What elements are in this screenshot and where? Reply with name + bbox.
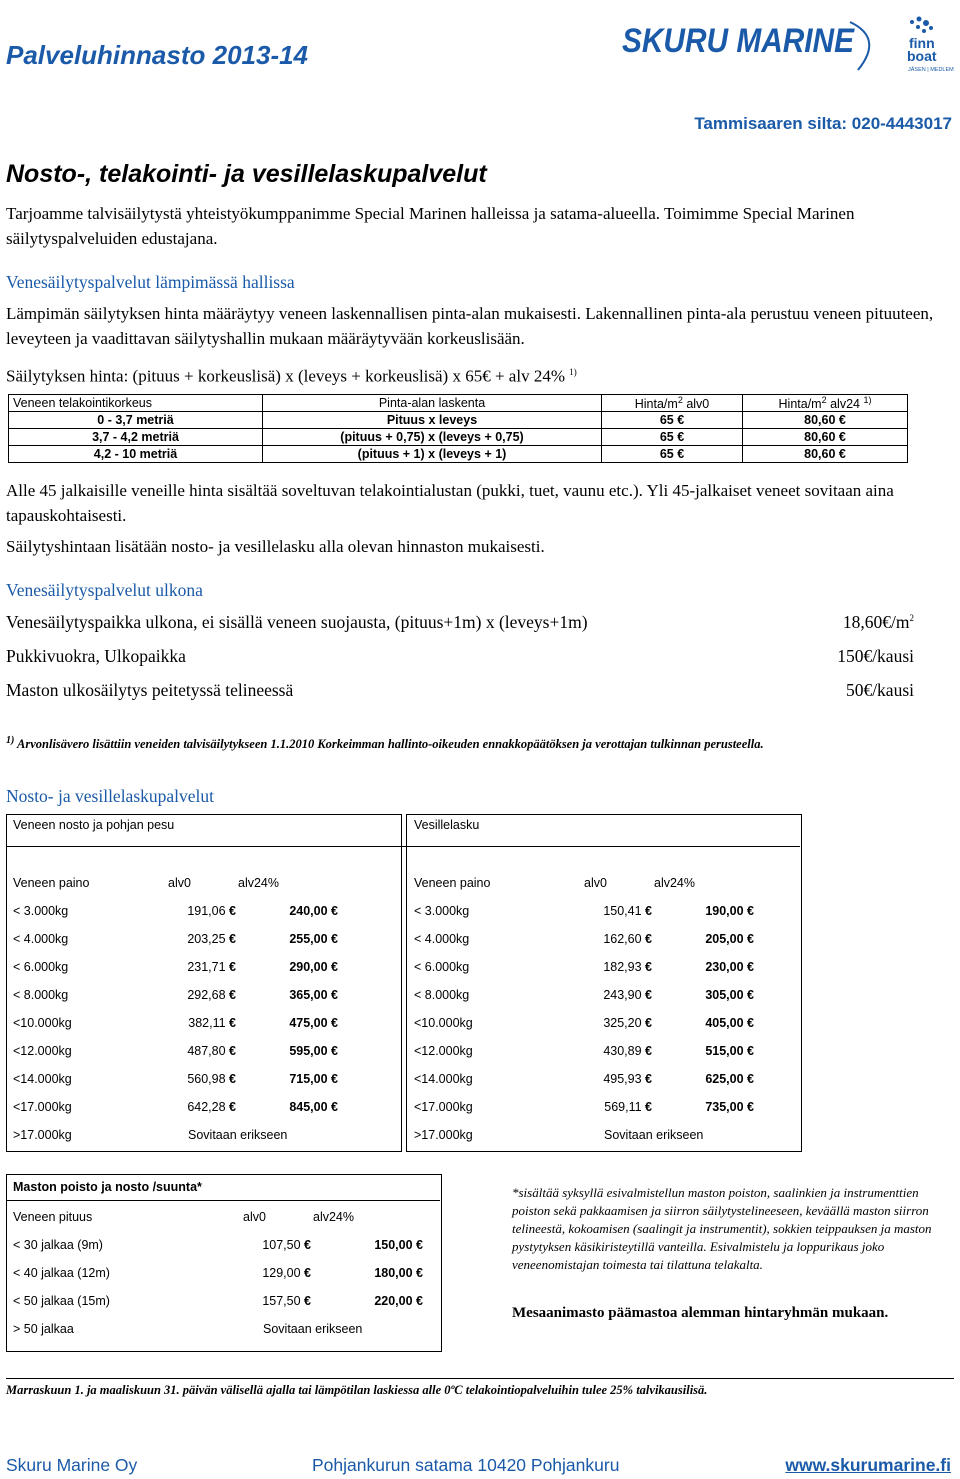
- outdoor-price: $18,60€/m^2$: [842, 612, 914, 632]
- table-row: [13, 1037, 338, 1065]
- table-row: [414, 1093, 754, 1121]
- formula-text: Säilytyksen hinta: (pituus + korkeuslisä) x (leveys + korkeuslisä) x 65€ + alv 24%: [6, 366, 565, 386]
- footnote: [6, 735, 764, 752]
- cell-alv0: 243,90 €: [603, 988, 652, 1002]
- table-row: [414, 1009, 754, 1037]
- cell-height: 3,7 - 4,2 metriä: [9, 429, 263, 446]
- cell-label: >17.000kg: [414, 1128, 473, 1142]
- cell-alv0: 157,50 €: [262, 1294, 311, 1308]
- cell-alv0: 430,89 €: [603, 1044, 652, 1058]
- cell-alv0: 495,93 €: [603, 1072, 652, 1086]
- outdoor-label: Pukkivuokra, Ulkopaikka: [6, 646, 186, 666]
- divider: [6, 1378, 954, 1379]
- divider: [6, 1200, 440, 1201]
- outdoor-price: 150€/kausi: [837, 646, 914, 666]
- cell-alv24: 240,00 €: [289, 904, 338, 918]
- warm-text-3: Säilytyshintaan lisätään nosto- ja vesillelasku alla olevan hinnaston mukaisesti.: [6, 537, 545, 556]
- table-row: [13, 1259, 423, 1287]
- cell-alv24: 845,00 €: [289, 1100, 338, 1114]
- table-row: [414, 925, 754, 953]
- cell-alv24: 625,00 €: [705, 1072, 754, 1086]
- cell-label: < 50 jalkaa (15m): [13, 1294, 110, 1308]
- col-alv24: Hinta/$m^2$ alv24 $^{1)}$: [743, 395, 908, 412]
- cell-label: <14.000kg: [13, 1072, 72, 1086]
- cell-alv24: 715,00 €: [289, 1072, 338, 1086]
- website-link[interactable]: www.skurumarine.fi: [785, 1455, 951, 1475]
- cell-alv24: 290,00 €: [289, 960, 338, 974]
- cell-label: >17.000kg: [13, 1128, 72, 1142]
- outdoor-item: [6, 646, 914, 672]
- outdoor-item: [6, 680, 914, 706]
- finnboat-line2: boat: [907, 48, 937, 64]
- cell-alv24: 80,60 €: [743, 412, 908, 429]
- cell-alv0: 191,06 €: [187, 904, 236, 918]
- col-height: Veneen telakointikorkeus: [9, 395, 263, 412]
- cell-alv24: 190,00 €: [705, 904, 754, 918]
- footnote-text: Arvonlisävero lisättiin veneiden talvisäilytykseen 1.1.2010 Korkeimman hallinto-oikeuden ennakkopäätöksen ja verottajan tulkinnan perusteella.: [17, 737, 764, 752]
- cell-calc: Pituus x leveys: [263, 412, 602, 429]
- brand-logo: [622, 14, 954, 74]
- table-row: [13, 1231, 423, 1259]
- cell-alv0: 569,11 €: [604, 1100, 652, 1114]
- table-header-row: [13, 1203, 423, 1231]
- outdoor-label: Venesäilytyspaikka ulkona, ei sisällä veneen suojausta, (pituus+1m) x (leveys+1m): [6, 612, 588, 632]
- cell-alv0: 382,11 €: [188, 1016, 236, 1030]
- cell-alv24: 80,60 €: [743, 429, 908, 446]
- table-row: [414, 1121, 754, 1149]
- cell-alv24: 205,00 €: [705, 932, 754, 946]
- cell-alv0: 129,00 €: [262, 1266, 311, 1280]
- col-header: alv24%: [654, 876, 695, 890]
- table-row: [9, 446, 908, 463]
- lift-left-table: [13, 869, 338, 1149]
- col-header: alv24%: [238, 876, 279, 890]
- cell-label: < 3.000kg: [13, 904, 69, 918]
- table-row: [414, 897, 754, 925]
- table-row: [414, 981, 754, 1009]
- col-header: Veneen pituus: [13, 1210, 93, 1224]
- cell-label: <14.000kg: [414, 1072, 473, 1086]
- cell-label: <10.000kg: [414, 1016, 473, 1030]
- cell-alv24: 150,00 €: [374, 1238, 423, 1252]
- cell-alv24: 735,00 €: [705, 1100, 754, 1114]
- cell-alv0: 231,71 €: [187, 960, 236, 974]
- cell-alv24: 230,00 €: [705, 960, 754, 974]
- cell-label: <17.000kg: [13, 1100, 72, 1114]
- cell-alv24: 255,00 €: [289, 932, 338, 946]
- cell-height: 4,2 - 10 metriä: [9, 446, 263, 463]
- col-header: alv0: [584, 876, 607, 890]
- cell-calc: (pituus + 0,75) x (leveys + 0,75): [263, 429, 602, 446]
- cell-alv24: 80,60 €: [743, 446, 908, 463]
- cell-label: < 8.000kg: [13, 988, 69, 1002]
- lift-right-table: [414, 869, 754, 1149]
- intro-text: Tarjoamme talvisäilytystä yhteistyökumppanimme Special Marinen halleissa ja satama-alueella. Toimimme Special Marinen säilytyspalveluiden edustajana.: [6, 204, 855, 248]
- page-title: Palveluhinnasto 2013-14: [6, 40, 309, 70]
- cell-alv24: 595,00 €: [289, 1044, 338, 1058]
- cell-label: <12.000kg: [13, 1044, 72, 1058]
- cell-alv24: 365,00 €: [289, 988, 338, 1002]
- cell-alv0: 642,28 €: [187, 1100, 236, 1114]
- table-row: [9, 429, 908, 446]
- col-calc: Pinta-alan laskenta: [263, 395, 602, 412]
- cell-alv0: 325,20 €: [603, 1016, 652, 1030]
- main-heading: Nosto-, telakointi- ja vesillelaskupalvelut: [6, 160, 487, 188]
- divider: [6, 846, 800, 847]
- cell-label: < 30 jalkaa (9m): [13, 1238, 103, 1252]
- cell-alv0: 162,60 €: [603, 932, 652, 946]
- skuru-marine-logo-icon: [622, 14, 954, 74]
- table-header-row: [414, 869, 754, 897]
- table-row: [13, 1287, 423, 1315]
- cell-label: < 40 jalkaa (12m): [13, 1266, 110, 1280]
- table-row: [414, 1037, 754, 1065]
- phone-number: Tammisaaren silta: 020-4443017: [694, 114, 952, 133]
- mast-title: Maston poisto ja nosto /suunta*: [13, 1180, 202, 1194]
- cell-separate: Sovitaan erikseen: [263, 1322, 363, 1336]
- footnote-mark: 1): [6, 735, 15, 746]
- cell-calc: (pituus + 1) x (leveys + 1): [263, 446, 602, 463]
- cell-alv0: 560,98 €: [187, 1072, 236, 1086]
- table-header-row: [13, 869, 338, 897]
- cell-alv24: 305,00 €: [705, 988, 754, 1002]
- col-alv0: Hinta/$m^2$ alv0: [602, 395, 743, 412]
- footer-address: Pohjankurun satama 10420 Pohjankuru: [312, 1455, 620, 1475]
- mast-note: *sisältää syksyllä esivalmistellun maston poiston, saalinkien ja instrumenttien poiston sekä pakkaamisen ja siirron säilytystelineeseen, keväällä maston siirron telineestä, kokoamisen (saalingit ja instrumentit), sokkien teippauksen ja maston pystytyksen käsikiristeytillä vanteilla. Esivalmistelu ja loppurikaus joko veneenomistajan toimesta tai tilattuna telakalta.: [512, 1185, 932, 1272]
- outdoor-price: 50€/kausi: [845, 680, 914, 700]
- outdoor-label: Maston ulkosäilytys peitetyssä telineessä: [6, 680, 294, 700]
- brand-text: SKURU MARINE: [622, 22, 856, 60]
- outdoor-heading: Venesäilytyspalvelut ulkona: [6, 580, 203, 600]
- col-header: alv24%: [313, 1210, 354, 1224]
- cell-label: < 8.000kg: [414, 988, 470, 1002]
- footer-company: Skuru Marine Oy: [6, 1455, 138, 1475]
- table-row: [13, 1093, 338, 1121]
- table-row: [13, 1315, 423, 1343]
- lift-heading: Nosto- ja vesillelaskupalvelut: [6, 786, 215, 806]
- table-header-row: [9, 395, 908, 412]
- table-row: [13, 1121, 338, 1149]
- cell-alv0: 203,25 €: [187, 932, 236, 946]
- formula: [6, 360, 946, 389]
- cell-alv24: 475,00 €: [289, 1016, 338, 1030]
- cell-height: 0 - 3,7 metriä: [9, 412, 263, 429]
- cell-separate: Sovitaan erikseen: [188, 1128, 288, 1142]
- formula-sup: 1): [569, 367, 577, 377]
- table-row: [13, 953, 338, 981]
- col-header: Veneen paino: [414, 876, 491, 890]
- col-header: alv0: [243, 1210, 266, 1224]
- cell-label: < 4.000kg: [414, 932, 470, 946]
- outdoor-item: [6, 612, 914, 638]
- warm-heading: Venesäilytyspalvelut lämpimässä hallissa: [6, 272, 295, 292]
- cell-separate: Sovitaan erikseen: [604, 1128, 704, 1142]
- table-row: [13, 1009, 338, 1037]
- finnboat-line1: finn: [909, 35, 935, 51]
- table-row: [414, 953, 754, 981]
- table-row: [414, 1065, 754, 1093]
- cell-alv0: 65 €: [602, 429, 743, 446]
- cell-alv0: 487,80 €: [187, 1044, 236, 1058]
- cell-label: <12.000kg: [414, 1044, 473, 1058]
- finnboat-member: JÄSEN | MEDLEM: [908, 67, 954, 73]
- cell-label: > 50 jalkaa: [13, 1322, 74, 1336]
- cell-alv0: 65 €: [602, 412, 743, 429]
- cell-alv24: 405,00 €: [705, 1016, 754, 1030]
- cell-alv0: 150,41 €: [603, 904, 652, 918]
- cell-alv0: 182,93 €: [603, 960, 652, 974]
- cell-alv0: 65 €: [602, 446, 743, 463]
- warm-text: Lämpimän säilytyksen hinta määräytyy veneen laskennallisen pinta-alan mukaisesti. Lakennallinen pinta-ala perustuu veneen pituuteen, leveyteen ja vaadittavan säilytyshallin mukaan määräytyvään korkeuslisään.: [6, 304, 934, 348]
- lift-right-title: Vesillelasku: [414, 818, 480, 832]
- table-row: [13, 981, 338, 1009]
- table-row: [13, 897, 338, 925]
- table-row: [13, 925, 338, 953]
- cell-alv24: 220,00 €: [374, 1294, 423, 1308]
- lift-left-title: Veneen nosto ja pohjan pesu: [13, 818, 175, 832]
- mast-table: [13, 1203, 423, 1343]
- cell-label: < 4.000kg: [13, 932, 69, 946]
- cell-alv0: 107,50 €: [262, 1238, 311, 1252]
- cell-label: <17.000kg: [414, 1100, 473, 1114]
- warm-price-table: [8, 394, 908, 463]
- cell-alv24: 515,00 €: [705, 1044, 754, 1058]
- col-header: Veneen paino: [13, 876, 90, 890]
- table-row: [9, 412, 908, 429]
- cell-label: < 6.000kg: [414, 960, 470, 974]
- table-row: [13, 1065, 338, 1093]
- warm-text-2: Alle 45 jalkaisille veneille hinta sisältää soveltuvan telakointialustan (pukki, tuet, vaunu etc.). Yli 45-jalkaiset veneet sovitaan aina tapauskohtaisesti.: [6, 481, 894, 525]
- cell-label: < 6.000kg: [13, 960, 69, 974]
- mast-note-2: Mesaanimasto päämastoa alemman hintaryhmän mukaan.: [512, 1305, 889, 1321]
- winter-note: Marraskuun 1. ja maaliskuun 31. päivän välisellä ajalla tai lämpötilan laskiessa alle 0ºC telakointiopalveluihin tulee 25% talvikausilisä.: [6, 1383, 708, 1397]
- cell-label: < 3.000kg: [414, 904, 470, 918]
- col-header: alv0: [168, 876, 191, 890]
- cell-alv0: 292,68 €: [187, 988, 236, 1002]
- cell-label: <10.000kg: [13, 1016, 72, 1030]
- cell-alv24: 180,00 €: [374, 1266, 423, 1280]
